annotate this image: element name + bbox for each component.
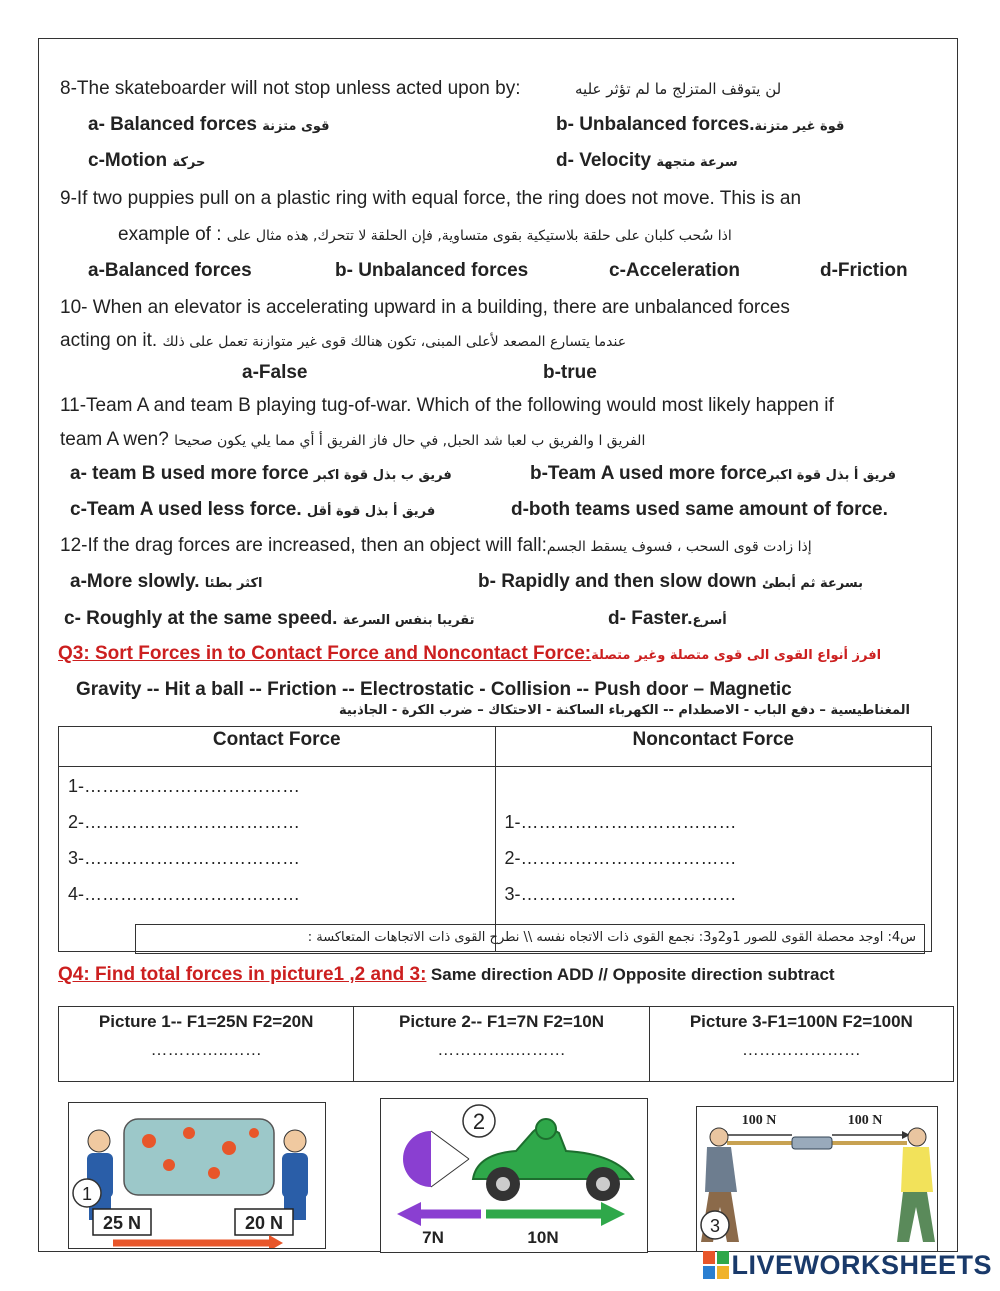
q9-option-c[interactable]: c-Acceleration	[609, 260, 740, 281]
picture-2-number: 2	[472, 1109, 486, 1134]
q11-option-a[interactable]: a- team B used more force فريق ب بذل قوة اكبر	[70, 463, 452, 484]
q3-force-list-ar: المغناطيسية – دفع الباب - الاصطدام -- الكهرباء الساكنة - الاحتكاك – ضرب الكرة - الجاذبية	[339, 703, 910, 718]
picture-3-tug-of-war	[696, 1106, 938, 1252]
q12-option-b[interactable]: b- Rapidly and then slow down بسرعة ثم أبطئ	[478, 571, 863, 592]
q11-option-c[interactable]: c-Team A used less force. فريق أ بذل قوة أقل	[70, 499, 436, 520]
picture-2-cell	[354, 1007, 649, 1082]
contact-blank-2[interactable]: 2-………………………………	[68, 812, 301, 832]
contact-blank-4[interactable]: 4-………………………………	[68, 884, 301, 904]
q9-question-line2: example of : اذا سُحب كلبان على حلقة بلاستيكية بقوى متساوية, فإن الحلقة لا تتحرك, هذه مثال على	[118, 224, 732, 245]
q11-option-b[interactable]: b-Team A used more forceفريق أ بذل قوة اكبر	[530, 463, 897, 484]
q8-question: 8-The skateboarder will not stop unless acted upon by:	[60, 78, 521, 99]
q12-option-a[interactable]: a-More slowly. اكثر بطئا	[70, 571, 263, 592]
noncontact-blank-2[interactable]: 2-………………………………	[504, 848, 737, 868]
q12-option-d[interactable]: d- Faster.أسرع	[608, 608, 727, 629]
contact-blank-1[interactable]: 1-………………………………	[68, 776, 301, 796]
q4-arabic-note-box	[135, 924, 925, 954]
total-forces-table	[58, 1006, 954, 1082]
picture-3-answer[interactable]: …………………	[741, 1040, 861, 1059]
picture-1-cell	[59, 1007, 354, 1082]
q11-question-line2: team A wen? الفريق ا والفريق ب لعبا شد الحبل, في حال فاز الفريق أ أي مما يلي يكون صحيحا	[60, 429, 646, 450]
liveworksheets-logo[interactable]	[703, 1250, 992, 1281]
picture-1-number: 1	[81, 1184, 93, 1204]
noncontact-blank-3[interactable]: 3-………………………………	[504, 884, 737, 904]
q10-question: 10- When an elevator is accelerating upward in a building, there are unbalanced forces	[60, 297, 790, 318]
picture-2-label: Picture 2-- F1=7N F2=10N	[399, 1012, 605, 1031]
q9-question: 9-If two puppies pull on a plastic ring with equal force, the ring does not move. This is an	[60, 188, 802, 209]
picture-1-answer[interactable]: …………..……	[150, 1040, 262, 1059]
q8-option-d[interactable]: d- Velocity سرعة متجهة	[556, 150, 738, 171]
car-illustration	[381, 1099, 648, 1253]
picture-3-left-force: 100 N	[741, 1113, 777, 1128]
picture-1-movers	[68, 1102, 326, 1249]
movers-illustration	[69, 1103, 326, 1249]
picture-1-right-force: 20 N	[244, 1213, 284, 1233]
picture-2-car	[380, 1098, 648, 1253]
q12-question: 12-If the drag forces are increased, then an object will fall:إذا زادت قوى السحب ، فسوف يسقط الجسم	[60, 535, 812, 556]
picture-3-number: 3	[709, 1216, 721, 1236]
q10-option-a[interactable]: a-False	[242, 362, 308, 383]
liveworksheets-logo-text: LIVEWORKSHEETS	[731, 1250, 992, 1280]
contact-blank-3[interactable]: 3-………………………………	[68, 848, 301, 868]
q9-option-b[interactable]: b- Unbalanced forces	[335, 260, 529, 281]
q3-force-list: Gravity -- Hit a ball -- Friction -- Electrostatic - Collision -- Push door – Magnetic	[76, 679, 792, 700]
picture-2-left-force: 7N	[422, 1228, 444, 1247]
q8-option-c[interactable]: c-Motion حركة	[88, 150, 206, 171]
tug-of-war-illustration	[697, 1107, 938, 1252]
q4-title: Q4: Find total forces in picture1 ,2 and 3: Same direction ADD // Opposite direction subtract	[58, 964, 835, 985]
q10-option-b[interactable]: b-true	[543, 362, 597, 383]
noncontact-force-header: Noncontact Force	[495, 727, 932, 767]
liveworksheets-logo-icon	[703, 1251, 731, 1281]
q9-option-a[interactable]: a-Balanced forces	[88, 260, 252, 281]
picture-3-cell	[649, 1007, 953, 1082]
sort-forces-table	[58, 726, 932, 952]
q8-option-b[interactable]: b- Unbalanced forces.قوة غير متزنة	[556, 114, 845, 135]
q8-option-a[interactable]: a- Balanced forces قوى متزنة	[88, 114, 330, 135]
picture-3-label: Picture 3-F1=100N F2=100N	[689, 1012, 913, 1031]
picture-2-answer[interactable]: …………..………	[437, 1040, 566, 1059]
q10-question-line2: acting on it. عندما يتسارع المصعد لأعلى المبنى، تكون هنالك قوى غير متوازنة تعمل على ذلك	[60, 330, 627, 351]
picture-3-right-force: 100 N	[847, 1113, 883, 1128]
picture-1-label: Picture 1-- F1=25N F2=20N	[98, 1012, 314, 1031]
q11-option-d[interactable]: d-both teams used same amount of force.	[511, 499, 888, 520]
contact-force-header: Contact Force	[59, 727, 496, 767]
q11-question: 11-Team A and team B playing tug-of-war. Which of the following would most likely happen if	[60, 395, 834, 416]
q9-option-d[interactable]: d-Friction	[820, 260, 908, 281]
picture-2-right-force: 10N	[527, 1228, 559, 1247]
q8-question-ar: لن يتوقف المتزلج ما لم تؤثر عليه	[575, 80, 782, 98]
q12-option-c[interactable]: c- Roughly at the same speed. تقريبا بنفس السرعة	[64, 608, 475, 629]
q4-arabic-note: س4: اوجد محصلة القوى للصور 1و2و3: نجمع القوى ذات الاتجاه نفسه \\ نطرح القوى ذات الاتجاهات المتعاكسة :	[307, 930, 916, 945]
picture-1-left-force: 25 N	[102, 1213, 142, 1233]
noncontact-blank-1[interactable]: 1-………………………………	[504, 812, 737, 832]
q3-title: Q3: Sort Forces in to Contact Force and Noncontact Force:افرز أنواع القوى الى قوى متصلة وغير متصلة	[58, 643, 882, 664]
